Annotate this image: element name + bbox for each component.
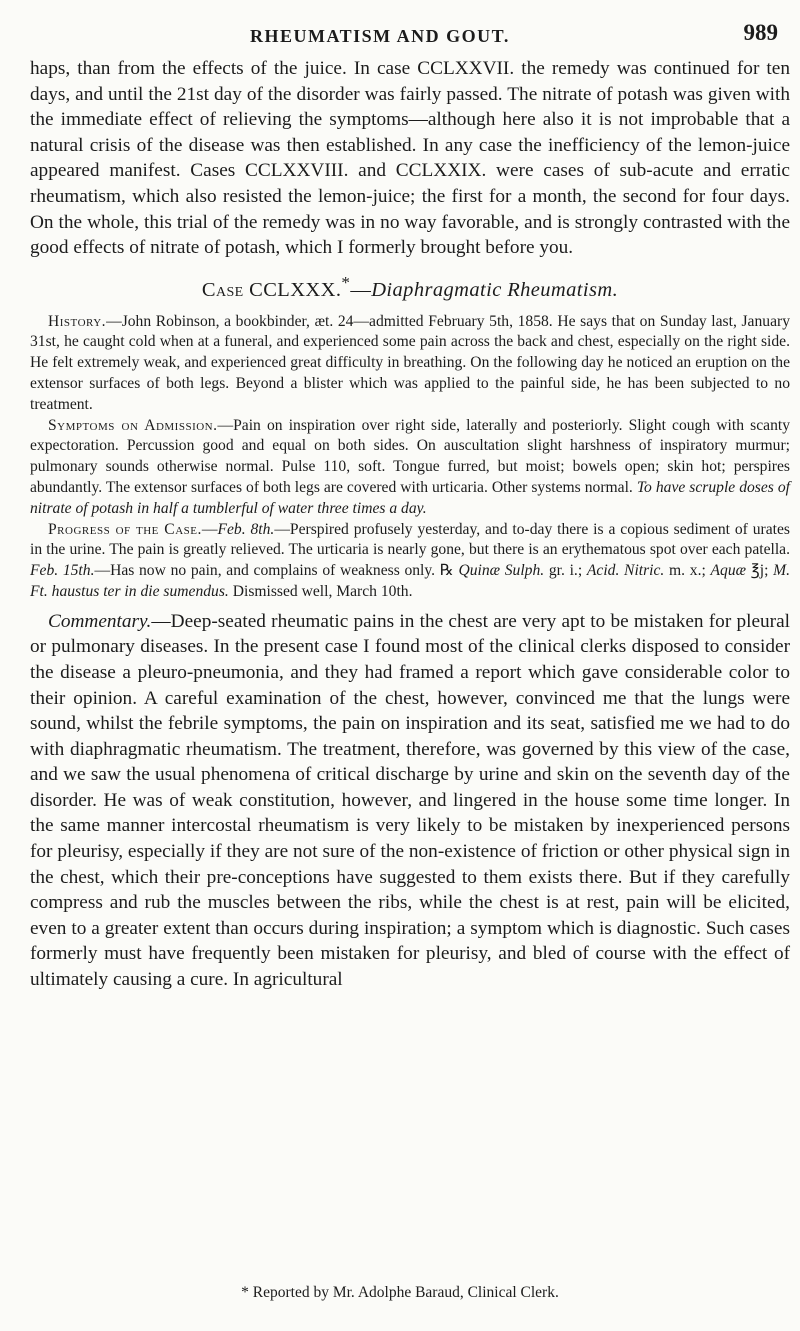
rx-water: Aquæ — [710, 562, 747, 580]
dismissal-text: Dismissed well, March 10th. — [228, 582, 413, 600]
case-label: Case CCLXXX. — [201, 278, 342, 301]
footnote: * Reported by Mr. Adolphe Baraud, Clinical Clerk. — [241, 1284, 559, 1301]
rx-nitric-acid: Acid. Nitric. — [586, 562, 665, 580]
progress-date-1: Feb. 8th. — [217, 520, 275, 538]
progress-text-1: —Perspired profusely yesterday, and to-day there is a copious sediment of urates in the urine. The pain is greatly relieved. The urticaria is nearly gone, but there is an erythematous spot over each patella. — [30, 520, 790, 559]
progress-dash: — — [201, 520, 218, 538]
progress-paragraph — [30, 520, 790, 603]
footnote-marker: * — [341, 272, 351, 292]
rx-water-dose: ℥j; — [746, 562, 774, 580]
page-number: 989 — [743, 20, 778, 45]
history-paragraph — [30, 312, 790, 416]
prescription-text: To have scruple doses of nitrate of potash in half a tumblerful of water three times a day. — [30, 478, 790, 517]
progress-date-2: Feb. 15th. — [30, 562, 95, 580]
history-label: History. — [48, 312, 107, 330]
progress-text-2: —Has now no pain, and complains of weakness only. ℞ — [94, 562, 459, 580]
history-text: —John Robinson, a bookbinder, æt. 24—admitted February 5th, 1858. He says that on Sunday last, January 31st, he caught cold when at a funeral, and experienced some pain across the back and chest, especially on the right side. He felt extremely weak, and experienced great difficulty in breathing. On the following day he noticed an eruption on the extensor surfaces of both legs. Beyond a blister which was applied to the painful side, he has been subjected to no treatment. — [30, 312, 790, 413]
rx-nitric-acid-dose: m. x.; — [664, 562, 711, 580]
running-header — [250, 20, 790, 50]
case-title: Diaphragmatic Rheumatism. — [371, 278, 619, 301]
running-title: RHEUMATISM AND GOUT. — [250, 26, 510, 46]
commentary-label: Commentary. — [48, 610, 152, 632]
symptoms-label: Symptoms on Admission. — [48, 416, 218, 434]
rx-directions: M. Ft. haustus ter in die sumendus. — [30, 562, 790, 600]
opening-paragraph: haps, than from the effects of the juice. In case CCLXXVII. the remedy was continued for ten days, and until the 21st day of the disorder was fairly passed. The nitrate of potash was given with the immediate effect of relieving the symptoms—although here also it is not improbable that a natural crisis of the disease was then established. In any case the inefficiency of the lemon-juice appeared manifest. Cases CCLXXVIII. and CCLXXIX. were cases of sub-acute and erratic rheumatism, which also resisted the lemon-juice; the first for a month, the second for four days. On the whole, this trial of the remedy was in no way favorable, and is strongly contrasted with the good effects of nitrate of potash, which I formerly brought before you. — [30, 58, 790, 259]
symptoms-paragraph — [30, 416, 790, 520]
symptoms-text: —Pain on inspiration over right side, laterally and posteriorly. Slight cough with scanty expectoration. Percussion good and equal on both sides. On auscultation slight harshness of inspiratory murmur; pulmonary sounds otherwise normal. Pulse 110, soft. Tongue furred, but moist; bowels open; skin hot; perspires abundantly. The extensor surfaces of both legs are covered with urticaria. Other systems normal. — [30, 416, 790, 496]
rx-quinine: Quinæ Sulph. — [458, 562, 545, 580]
progress-label: Progress of the Case. — [48, 520, 202, 538]
commentary-text: —Deep-seated rheumatic pains in the chest are very apt to be mistaken for pleural or pulmonary diseases. In the present case I found most of the clinical clerks disposed to consider the disease a pleuro-pneumonia, and they had framed a report which gave considerable color to their opinion. A careful examination of the chest, however, convinced me that the lungs were sound, whilst the febrile symptoms, the pain on inspiration and its seat, satisfied me we had to do with diaphragmatic rheumatism. The treatment, therefore, was governed by this view of the case, and we saw the usual phenomena of critical discharge by urine and skin on the seventh day of the disorder. He was of weak constitution, however, and lingered in the house some time longer. In the same manner intercostal rheumatism is very likely to be mistaken by inexperienced persons for pleurisy, especially if they are not sure of the non-existence of friction or other physical sign in the chest, which their pre-conceptions have suggested to them exists there. But if they carefully compress and rub the muscles between the ribs, while the chest is at rest, pain will be elicited, even to a greater extent than occurs during inspiration; a symptom which is diagnostic. Such cases formerly must have frequently been mistaken for pleurisy, and bled of course with the effect of ultimately causing a cure. In agricultural — [30, 610, 790, 991]
page-body — [30, 56, 790, 993]
case-heading — [30, 273, 790, 302]
commentary-paragraph — [30, 609, 790, 993]
case-dash: — — [350, 278, 372, 301]
rx-quinine-dose: gr. i.; — [544, 562, 587, 580]
